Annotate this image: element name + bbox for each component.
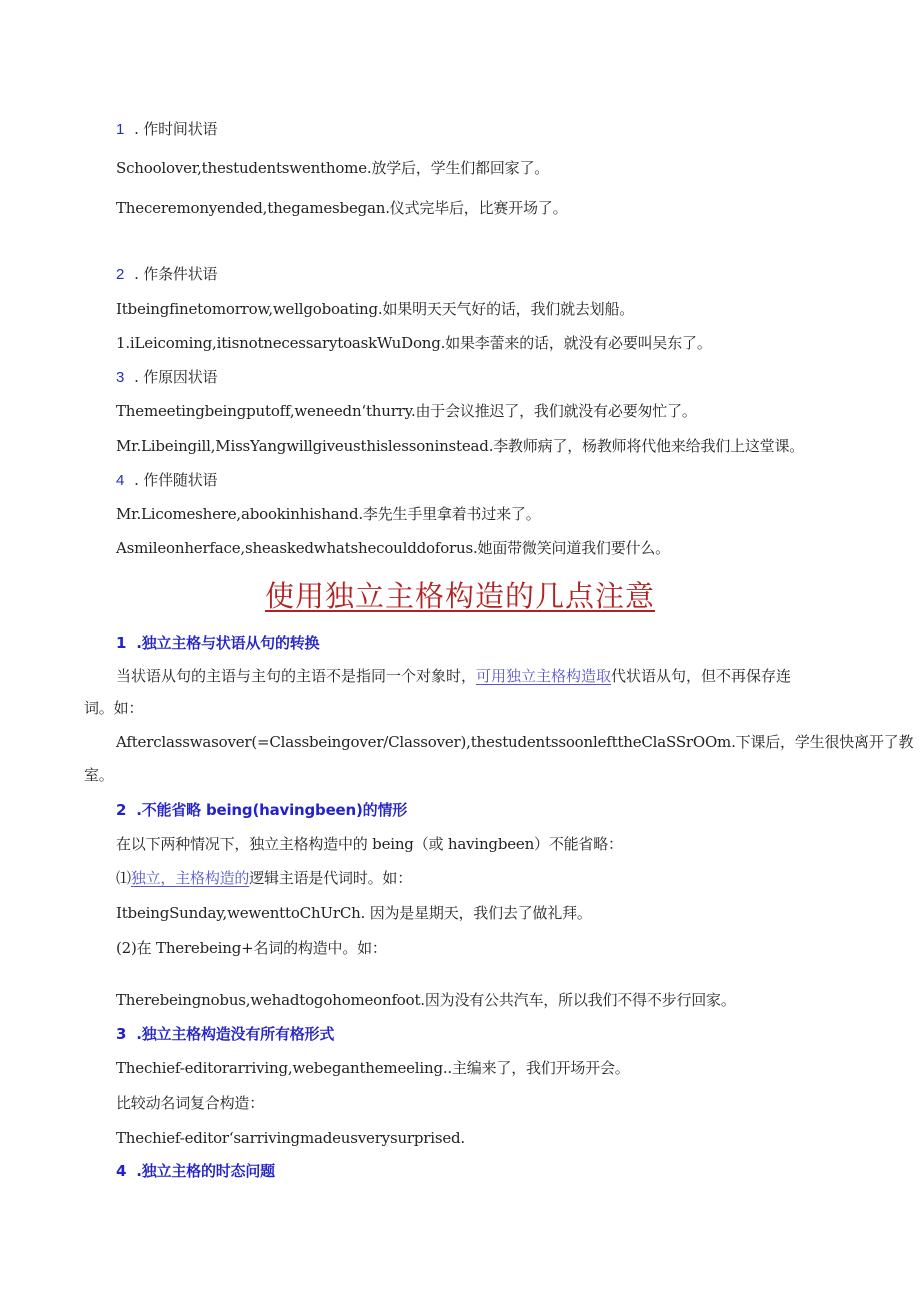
case-2: (2)在 Therebeing+名词的构造中。如： bbox=[116, 939, 387, 957]
note-2-heading bbox=[116, 799, 407, 821]
paragraph-continuation: 词。如： bbox=[84, 699, 144, 717]
note-title: .不能省略 being(havingbeen)的情形 bbox=[136, 801, 408, 819]
note-title: .独立主格构造没有所有格形式 bbox=[136, 1025, 335, 1043]
note-3-heading bbox=[116, 1023, 334, 1045]
section-1-heading bbox=[116, 118, 217, 141]
example-sentence: Theceremonyended,thegamesbegan.仪式完毕后，比赛开场了。 bbox=[116, 199, 568, 217]
note-title: .独立主格与状语从句的转换 bbox=[136, 634, 320, 652]
example-sentence: Itbeingfinetomorrow,wellgoboating.如果明天天气好的话，我们就去划船。 bbox=[116, 300, 635, 318]
inline-link[interactable]: 独立，主格构造的 bbox=[130, 869, 250, 887]
example-sentence: ItbeingSunday,wewenttoChUrCh. 因为是星期天，我们去了做礼拜。 bbox=[116, 904, 592, 922]
section-title: . 作原因状语 bbox=[134, 368, 218, 386]
example-sentence: Mr.Licomeshere,abookinhishand.李先生手里拿着书过来了。 bbox=[116, 505, 541, 523]
paragraph-text: 代状语从句，但不再保存连 bbox=[611, 667, 792, 685]
case-marker: ⑴ bbox=[116, 869, 131, 887]
note-2-intro: 在以下两种情况下，独立主格构造中的 being（或 havingbeen）不能省略： bbox=[116, 835, 623, 853]
inline-link[interactable]: 可用独立主格构造取 bbox=[476, 667, 612, 685]
example-sentence: Thechief-editor‘sarrivingmadeusverysurprised. bbox=[116, 1129, 465, 1147]
example-sentence: Schoolover,thestudentswenthome.放学后，学生们都回家了。 bbox=[116, 159, 550, 177]
note-1-heading bbox=[116, 632, 319, 654]
section-number: 1 bbox=[116, 121, 125, 138]
note-number: 1 bbox=[116, 634, 127, 652]
example-sentence: Therebeingnobus,wehadtogohomeonfoot.因为没有公共汽车，所以我们不得不步行回家。 bbox=[116, 991, 736, 1009]
section-number: 2 bbox=[116, 266, 125, 283]
section-number: 3 bbox=[116, 369, 125, 386]
note-4-heading bbox=[116, 1160, 275, 1182]
example-sentence: Asmileonherface,sheaskedwhatshecoulddoforus.她面带微笑问道我们要什么。 bbox=[116, 539, 670, 557]
note-1-paragraph bbox=[84, 660, 834, 693]
case-text: 逻辑主语是代词时。如： bbox=[249, 869, 413, 887]
note-number: 2 bbox=[116, 801, 127, 819]
section-4-heading bbox=[116, 469, 217, 492]
note-number: 4 bbox=[116, 1162, 127, 1180]
page-title: 使用独立主格构造的几点注意 bbox=[264, 579, 655, 613]
note-title: .独立主格的时态问题 bbox=[136, 1162, 275, 1180]
example-sentence: Themeetingbeingputoff,weneedn‘thurry.由于会议推迟了，我们就没有必要匆忙了。 bbox=[116, 402, 697, 420]
section-3-heading bbox=[116, 366, 217, 389]
example-sentence: Mr.Libeingill,MissYangwillgiveusthislessoninstead.李教师病了，杨教师将代他来给我们上这堂课。 bbox=[116, 437, 805, 455]
case-1 bbox=[116, 867, 412, 889]
section-number: 4 bbox=[116, 472, 125, 489]
note-number: 3 bbox=[116, 1025, 127, 1043]
example-sentence: 1.iLeicoming,itisnotnecessarytoaskWuDong.如果李蕾来的话，就没有必要叫吴东了。 bbox=[116, 334, 712, 352]
example-sentence: Thechief-editorarriving,webeganthemeeling..主编来了，我们开场开会。 bbox=[116, 1059, 630, 1077]
example-sentence: Afterclasswasover(=Classbeingover/Classover),thestudentssoonlefttheClaSSrOOm.下课后，学生很快离开了教 bbox=[116, 733, 914, 751]
paragraph-text: 当状语从句的主语与主句的主语不是指同一个对象时， bbox=[116, 667, 477, 685]
section-title: . 作时间状语 bbox=[134, 120, 218, 138]
section-2-heading bbox=[116, 263, 217, 286]
example-continuation: 室。 bbox=[84, 766, 114, 784]
section-title: . 作条件状语 bbox=[134, 265, 218, 283]
section-title: . 作伴随状语 bbox=[134, 471, 218, 489]
comparison-label: 比较动名词复合构造： bbox=[116, 1094, 265, 1112]
